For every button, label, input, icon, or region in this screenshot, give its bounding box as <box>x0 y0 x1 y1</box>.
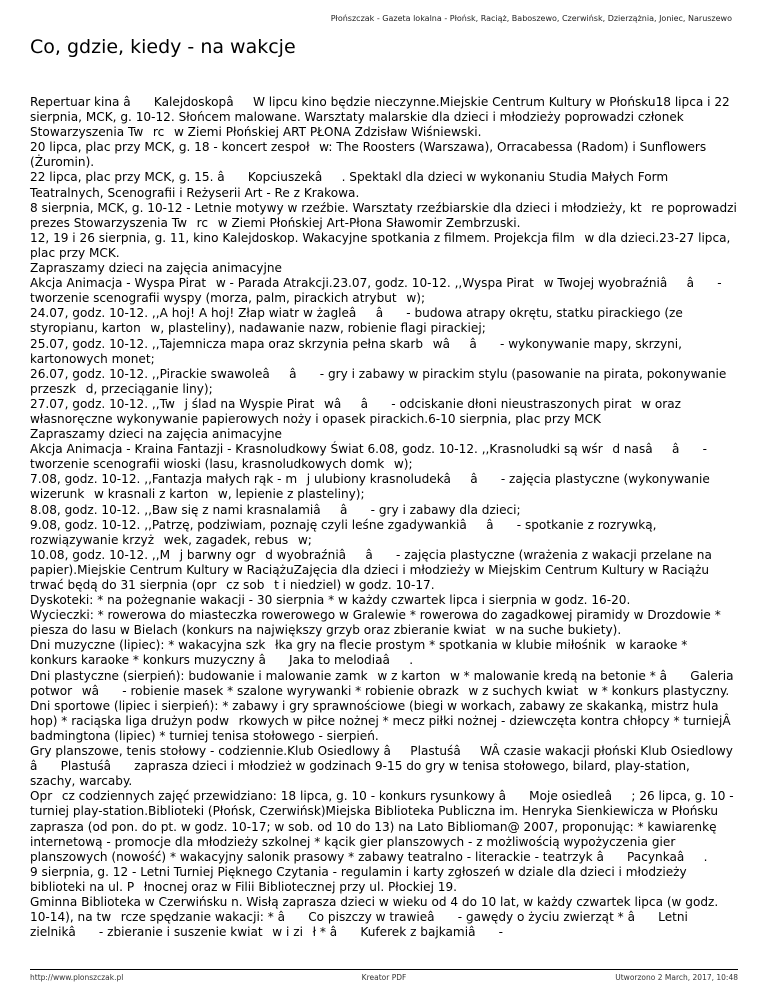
article-paragraph: Dni plastyczne (sierpień): budowanie i malowanie zamkw z kartonw * malowanie kredą na betonie * â Galeria potworwâ - robienie masek * szalone wyrywanki * robienie obrazkw z suchych kwiatw * konkurs plastyczny. <box>30 668 734 698</box>
article-paragraph: 10.08, godz. 10-12. ,,Mj barwny ogrd wyobraźniââ - zajęcia plastyczne (wrażenia z wakacji przelane na papier).Miejskie Centrum Kultury w RaciążuZajęcia dla dzieci i młodzieży w Miejskim Centrum Kultury w Raciążu trwać będą do 31 sierpnia (oprcz sobt i niedziel) w godz. 10-17. <box>30 547 712 592</box>
article-paragraph: 8.08, godz. 10-12. ,,Baw się z nami krasnalamiââ - gry i zabawy dla dzieci; <box>30 502 521 517</box>
article-paragraph: 25.07, godz. 10-12. ,,Tajemnicza mapa oraz skrzynia pełna skarbwââ - wykonywanie mapy, skrzyni, kartonowych monet; <box>30 336 683 366</box>
footer-url[interactable]: http://www.plonszczak.pl <box>30 973 124 982</box>
article-paragraph: Repertuar kina â KalejdoskopâW lipcu kino będzie nieczynne.Miejskie Centrum Kultury w Płońsku18 lipca i 22 sierpnia, MCK, g. 10-12. Słońcem malowane. Warsztaty malarskie dla dzieci i młodzieży poprowadzi członek Stowarzyszenia Twrcw Ziemi Płońskiej ART PŁONA Zdzisław Wiśniewski. <box>30 95 730 140</box>
article-title: Co, gdzie, kiedy - na wakcje <box>30 36 296 58</box>
article-paragraph: 24.07, godz. 10-12. ,,A hoj! A hoj! Złap wiatr w żagleââ - budowa atrapy okrętu, statku pirackiego (ze styropianu, kartonw, plasteliny), nadawanie nazw, robienie flagi pirackiej; <box>30 306 683 336</box>
article-paragraph: Zapraszamy dzieci na zajęcia animacyjne <box>30 427 282 442</box>
article-paragraph: Gminna Biblioteka w Czerwińsku n. Wisłą zaprasza dzieci w wieku od 4 do 10 lat, w każdy czwartek lipca (w godz. 10-14), na twrcze spędzanie wakacji: * â Co piszczy w trawieâ - gawędy o życiu zwierząt * â Letni zielnikâ - zbieranie i suszenie kwiatw i ził * â Kuferek z bajkamiâ - <box>30 894 719 940</box>
article-paragraph: Zapraszamy dzieci na zajęcia animacyjne <box>30 261 282 276</box>
article-paragraph: 20 lipca, plac przy MCK, g. 18 - koncert zespołw: The Roosters (Warszawa), Orracabessa (Radom) i Sunflowers (Żuromin). <box>30 140 707 170</box>
article-paragraph: 27.07, godz. 10-12. ,,Twj ślad na Wyspie Piratwââ - odciskanie dłoni nieustraszonych piratw oraz własnoręczne wykonywanie papierowych noży i opasek pirackich.6-10 sierpnia, plac przy MCK <box>30 396 682 426</box>
article-paragraph: Wycieczki: * rowerowa do miasteczka rowerowego w Gralewie * rowerowa do zagadkowej piramidy w Drozdowie * piesza do lasu w Bielach (konkurs na największy grzyb oraz zbieranie kwiatw na suche bukiety). <box>30 608 721 638</box>
article-paragraph: Oprcz codziennych zajęć przewidziano: 18 lipca, g. 10 - konkurs rysunkowy â Moje osiedleâ; 26 lipca, g. 10 - turniej play-station.Biblioteki (Płońsk, Czerwińsk)Miejska Biblioteka Publiczna im. Henryka Sienkiewicza w Płońsku zaprasza (od pon. do pt. w godz. 10-17; w sob. od 10 do 13) na Lato Biblioman@ 2007, proponując: * kawiarenkę internetową - promocje dla młodzieży szkolnej * kącik gier planszowych - z możliwością wypożyczenia gier planszowych (nowość) * wakacyjny salonik prasowy * zabawy teatralno - literackie - teatrzyk â Pacynkaâ. <box>30 789 734 864</box>
article-paragraph: 8 sierpnia, MCK, g. 10-12 - Letnie motywy w rzeźbie. Warsztaty rzeźbiarskie dla dzieci i młodzieży, ktre poprowadzi prezes Stowarzyszenia Twrcw Ziemi Płońskiej Art-Płona Sławomir Zembrzuski. <box>30 200 737 230</box>
article-paragraph: Dni sportowe (lipiec i sierpień): * zabawy i gry sprawnościowe (biegi w workach, zabawy ze skakanką, mistrz hula hop) * raciąska liga drużyn podwrkowych w piłce nożnej * mecz piłki nożnej - dziewczęta kontra chłopcy * turniejÂ badmingtona (lipiec) * turniej tenisa stołowego - sierpień. <box>30 698 731 743</box>
article-paragraph: 22 lipca, plac przy MCK, g. 15. â Kopciuszekâ. Spektakl dla dzieci w wykonaniu Studia Małych Form Teatralnych, Scenografii i Reżyserii Art - Re z Krakowa. <box>30 170 669 200</box>
article-paragraph: 12, 19 i 26 sierpnia, g. 11, kino Kalejdoskop. Wakacyjne spotkania z filmem. Projekcja filmw dla dzieci.23-27 lipca, plac przy MCK. <box>30 230 731 260</box>
article-paragraph: Gry planszowe, tenis stołowy - codziennie.Klub Osiedlowy âPlastuśâWÂ czasie wakacji płoński Klub Osiedlowy â Plastuśâ zaprasza dzieci i młodzież w godzinach 9-15 do gry w tenisa stołowego, bilard, play-station, szachy, warcaby. <box>30 744 733 789</box>
article-paragraph: 9 sierpnia, g. 12 - Letni Turniej Pięknego Czytania - regulamin i karty zgłoszeń w dziale dla dzieci i młodzieży biblioteki na ul. Płnocnej oraz w Filii Bibliotecznej przy ul. Płockiej 19. <box>30 864 687 894</box>
article-paragraph: Akcja Animacja - Wyspa Piratw - Parada Atrakcji.23.07, godz. 10-12. ,,Wyspa Piratw Twojej wyobraźniââ - tworzenie scenografii wyspy (morza, palm, pirackich atrybutw); <box>30 276 722 306</box>
article-paragraph: 9.08, godz. 10-12. ,,Patrzę, podziwiam, poznaję czyli leśne zgadywankiââ - spotkanie z rozrywką, rozwiązywanie krzyżwek, zagadek, rebusw; <box>30 517 657 547</box>
page-footer <box>30 969 738 984</box>
footer-generator: Kreator PDF <box>361 973 407 982</box>
article-paragraph: Akcja Animacja - Kraina Fantazji - Krasnoludkowy Świat 6.08, godz. 10-12. ,,Krasnoludki są wśrd nasââ - tworzenie scenografii wioski (lasu, krasnoludkowych domkw); <box>30 442 707 472</box>
article-paragraph: Dni muzyczne (lipiec): * wakacyjna szkłka gry na flecie prostym * spotkania w klubie miłośnikw karaoke * konkurs karaoke * konkurs muzyczny â Jaka to melodiaâ. <box>30 638 688 668</box>
article-paragraph: 7.08, godz. 10-12. ,,Fantazja małych rąk - mj ulubiony krasnoludekââ - zajęcia plastyczne (wykonywanie wizerunkw krasnali z kartonw, lepienie z plasteliny); <box>30 472 710 502</box>
article-paragraph: 26.07, godz. 10-12. ,,Pirackie swawoleââ - gry i zabawy w pirackim stylu (pasowanie na pirata, pokonywanie przeszkd, przeciąganie liny); <box>30 366 727 396</box>
article-paragraph: Dyskoteki: * na pożegnanie wakacji - 30 sierpnia * w każdy czwartek lipca i sierpnia w godz. 16-20. <box>30 593 631 608</box>
page-header: Płońszczak - Gazeta lokalna - Płońsk, Raciąż, Baboszewo, Czerwińsk, Dzierzążnia, Joniec, Naruszewo <box>330 14 732 23</box>
article-body <box>30 95 738 940</box>
footer-created: Utworzono 2 March, 2017, 10:48 <box>615 973 738 982</box>
